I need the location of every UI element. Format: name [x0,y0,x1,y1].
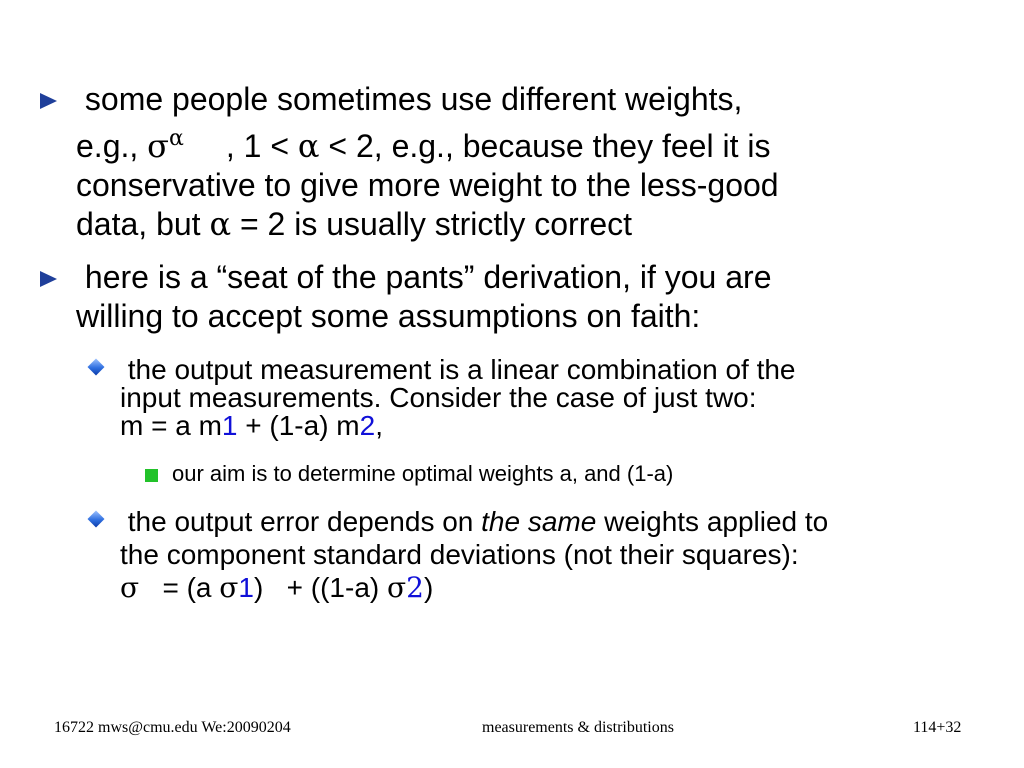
bullet-line [76,80,976,119]
bullet-line [76,205,976,244]
diamond-bullet-icon [88,511,105,528]
sigma-symbol: σ [219,571,239,604]
sub-bullet-text: weights applied to [596,506,829,537]
sub-sub-bullet-aim [172,461,972,487]
bullet-text: some people sometimes use different weights, [84,81,743,117]
diamond-bullet-icon [88,359,105,376]
formula-line [120,412,990,440]
bullet-line: willing to accept some assumptions on faith: [76,298,701,334]
triangle-bullet-icon [40,271,57,287]
bullet-line [76,258,976,297]
sigma-symbol: σ [387,571,407,604]
bullet-text: here is a “seat of the pants” derivation, if you are [84,259,772,295]
bullet-line: conservative to give more weight to the less-good [76,167,779,203]
sub-bullet-linear-combination [120,356,990,440]
bullet-text: , 1 < [225,128,298,164]
square-bullet-icon [145,469,158,482]
formula-text: , [375,410,383,441]
bullet-text: e.g., [76,128,148,164]
sub-sub-bullet-text: our aim is to determine optimal weights a, and (1-a) [172,461,674,486]
subscript-one: 1 [221,410,238,441]
sub-bullet-output-error [120,508,990,602]
sub-bullet-line [120,356,990,384]
formula-text: m = a m [120,410,222,441]
alpha-symbol: α [297,127,320,165]
formula-text: ) [423,572,434,603]
sub-bullet-line: the component standard deviations (not their squares): [120,539,799,570]
bullet-text: = 2 is usually strictly correct [231,206,633,242]
sub-bullet-line: input measurements. Consider the case of just two: [120,382,757,413]
alpha-superscript: α [169,126,184,151]
footer-topic: measurements & distributions [482,719,674,736]
subscript-two: 2 [406,571,424,604]
footer-page-number: 114+32 [913,719,962,736]
bullet-line [76,119,976,166]
bullet-different-weights [76,80,976,244]
formula-line [120,571,990,604]
footer-course-info: 16722 mws@cmu.edu We:20090204 [54,719,291,736]
alpha-symbol: α [209,205,232,243]
sigma-symbol: σ [147,127,169,165]
formula-text: ) + ((1-a) [253,572,387,603]
triangle-bullet-icon [40,93,57,109]
bullet-seat-of-pants [76,258,976,336]
bullet-text: data, but [76,206,210,242]
formula-text: = (a [139,572,220,603]
sub-bullet-text: the output measurement is a linear combination of the [127,354,796,385]
formula-text: + (1-a) m [237,410,360,441]
bullet-text: < 2, e.g., because they feel it is [319,128,771,164]
subscript-two: 2 [359,410,376,441]
subscript-one: 1 [238,572,254,603]
italic-text: the same [481,506,597,537]
sub-bullet-text: the output error depends on [127,506,482,537]
sigma-symbol: σ [120,571,140,604]
sub-bullet-line [120,508,990,536]
